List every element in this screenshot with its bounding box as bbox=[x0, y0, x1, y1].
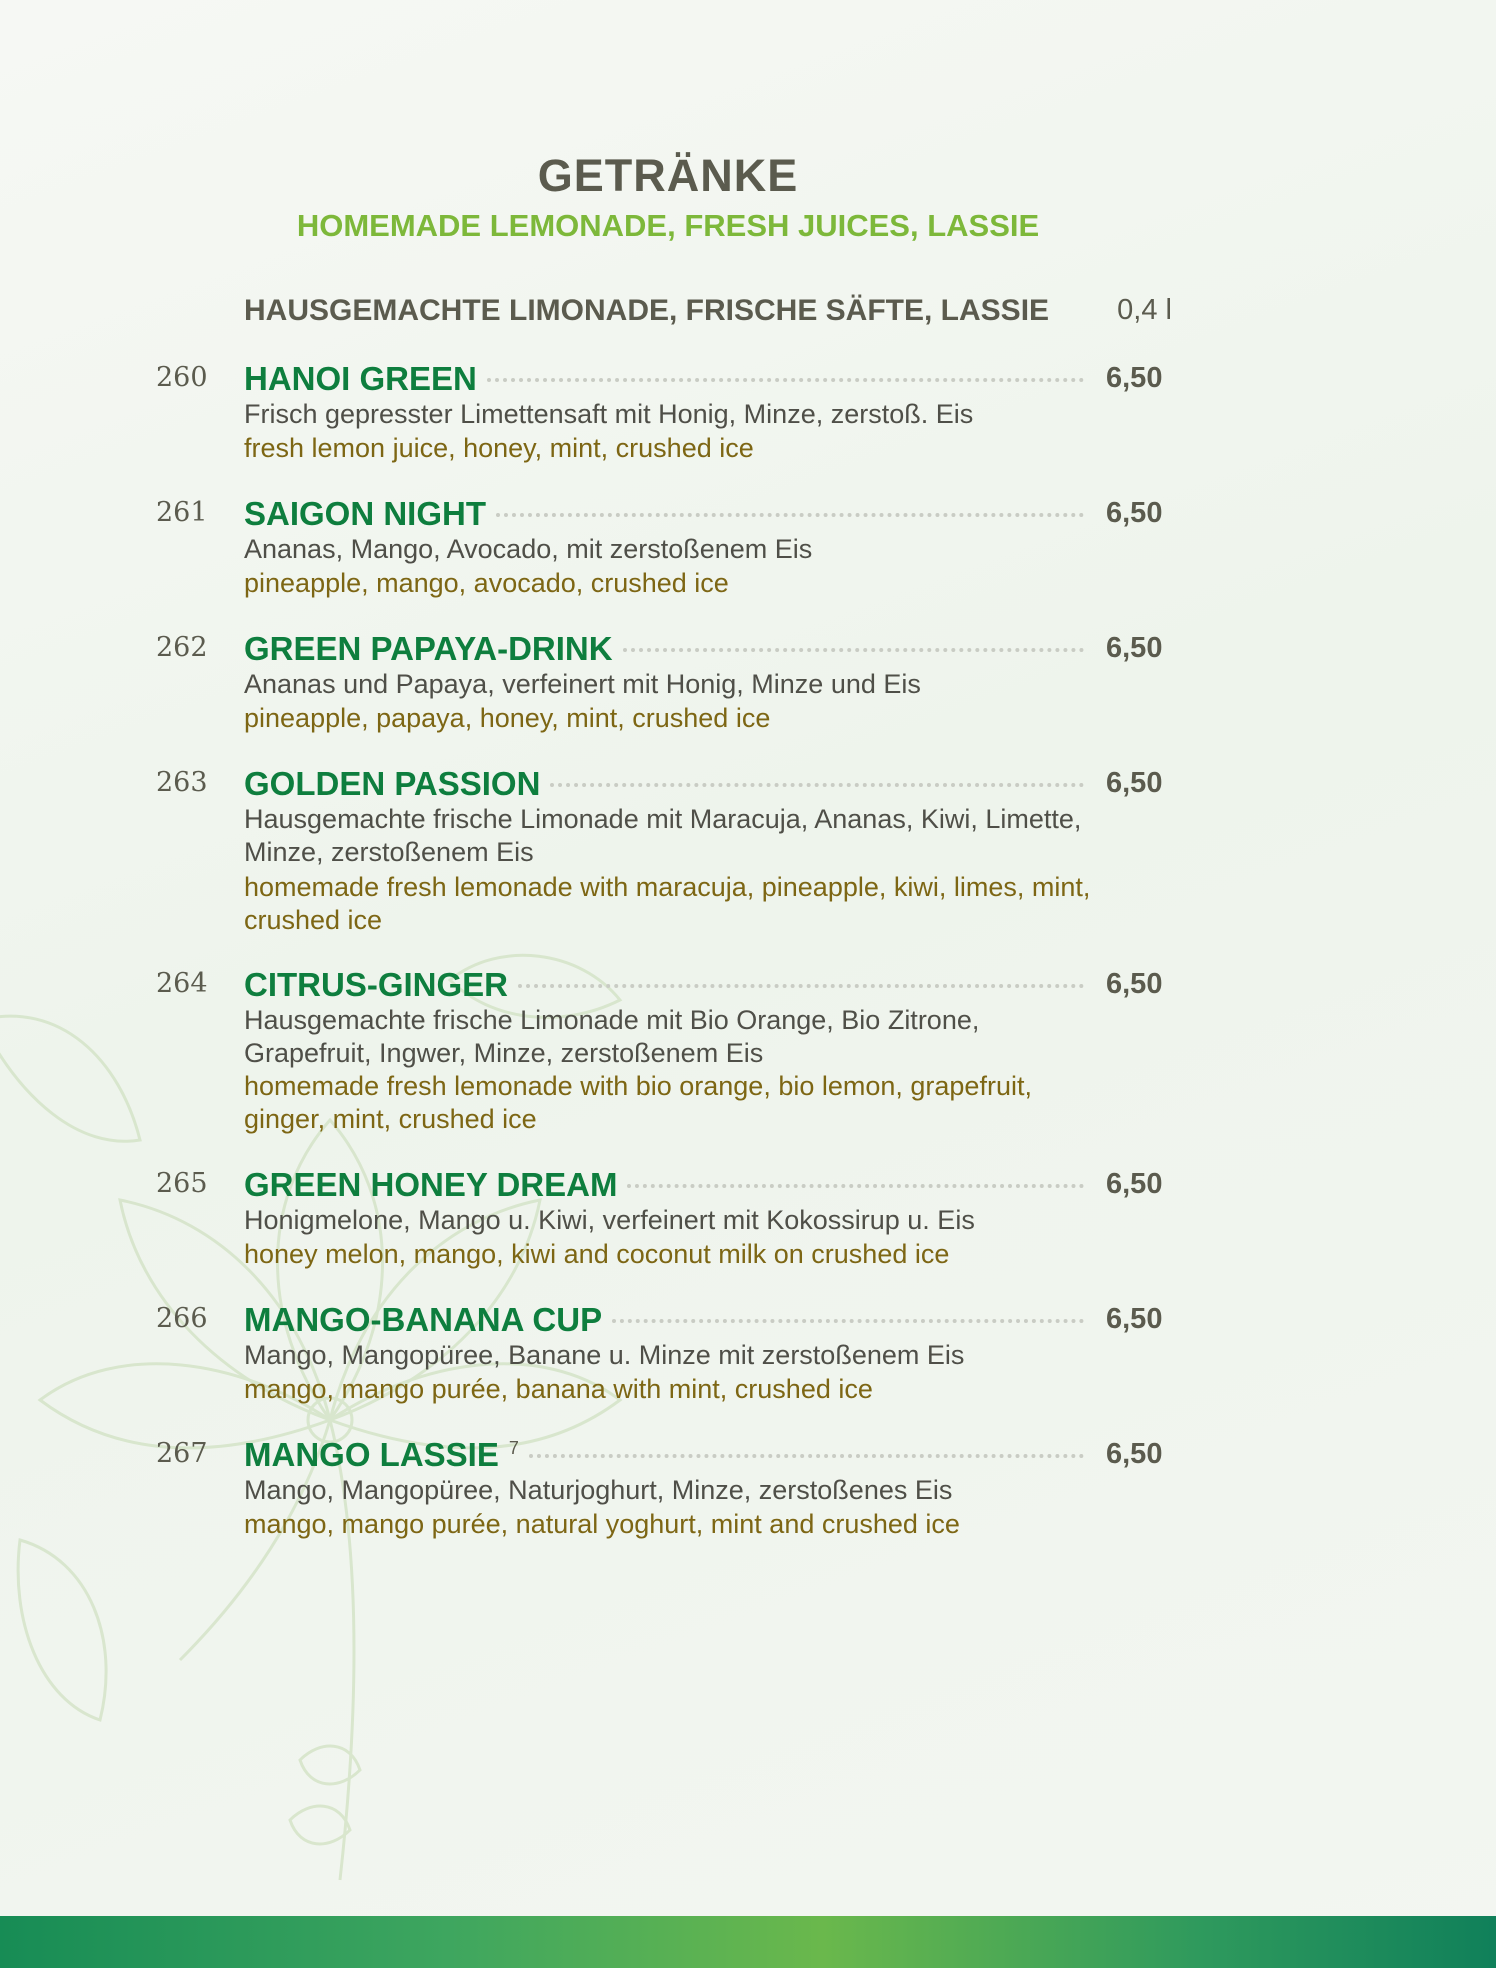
item-name bbox=[244, 1436, 519, 1474]
page-subtitle: HOMEMADE LEMONADE, FRESH JUICES, LASSIE bbox=[296, 208, 1040, 243]
item-number: 267 bbox=[156, 1438, 208, 1469]
item-price: 6,50 bbox=[1106, 1303, 1163, 1335]
item-name: GOLDEN PASSION bbox=[244, 765, 541, 802]
item-description-english: fresh lemon juice, honey, mint, crushed ice bbox=[244, 433, 754, 463]
item-number: 263 bbox=[156, 767, 208, 798]
item-description-english: pineapple, papaya, honey, mint, crushed ice bbox=[244, 703, 771, 733]
item-description-english: mango, mango purée, banana with mint, crushed ice bbox=[244, 1374, 873, 1404]
item-name-row bbox=[244, 495, 1084, 537]
item-name: GREEN PAPAYA-DRINK bbox=[244, 630, 613, 667]
item-name-row bbox=[244, 765, 1084, 807]
item-name-text: MANGO LASSIE bbox=[244, 1436, 499, 1473]
dot-leader bbox=[623, 648, 1084, 652]
item-price: 6,50 bbox=[1106, 632, 1163, 664]
item-description-english: homemade fresh lemonade with bio orange, bio lemon, grapefruit, ginger, mint, crushed ice bbox=[244, 1071, 1032, 1134]
item-description-english: honey melon, mango, kiwi and coconut milk on crushed ice bbox=[244, 1239, 950, 1269]
item-description-german: Hausgemachte frische Limonade mit Maracuja, Ananas, Kiwi, Limette, Minze, zerstoßenem Eis bbox=[244, 804, 1082, 867]
item-description-german: Mango, Mangopüree, Banane u. Minze mit zerstoßenem Eis bbox=[244, 1340, 965, 1370]
item-number: 266 bbox=[156, 1303, 208, 1334]
item-description-english: mango, mango purée, natural yoghurt, mint and crushed ice bbox=[244, 1509, 960, 1539]
dot-leader bbox=[550, 783, 1084, 787]
item-description-german: Frisch gepresster Limettensaft mit Honig, Minze, zerstoß. Eis bbox=[244, 399, 974, 429]
item-description-german: Mango, Mangopüree, Naturjoghurt, Minze, zerstoßenes Eis bbox=[244, 1475, 953, 1505]
item-description-german: Honigmelone, Mango u. Kiwi, verfeinert mit Kokossirup u. Eis bbox=[244, 1205, 975, 1235]
allergen-note: 7 bbox=[508, 1438, 519, 1458]
item-number: 261 bbox=[156, 497, 208, 528]
item-name-row bbox=[244, 966, 1084, 1008]
item-description-german: Hausgemachte frische Limonade mit Bio Orange, Bio Zitrone, Grapefruit, Ingwer, Minze, zerstoßenem Eis bbox=[244, 1005, 980, 1068]
item-name: MANGO-BANANA CUP bbox=[244, 1301, 603, 1338]
section-volume: 0,4 l bbox=[1117, 294, 1172, 326]
section-label: HAUSGEMACHTE LIMONADE, FRISCHE SÄFTE, LASSIE bbox=[244, 294, 1050, 327]
item-description-english: homemade fresh lemonade with maracuja, pineapple, kiwi, limes, mint, crushed ice bbox=[244, 872, 1091, 935]
dot-leader bbox=[612, 1319, 1084, 1323]
item-description-german: Ananas und Papaya, verfeinert mit Honig, Minze und Eis bbox=[244, 669, 921, 699]
item-number: 264 bbox=[156, 968, 208, 999]
item-number: 262 bbox=[156, 632, 208, 663]
item-price: 6,50 bbox=[1106, 1438, 1163, 1470]
dot-leader bbox=[518, 984, 1084, 988]
item-name-row bbox=[244, 1436, 1084, 1478]
item-name-row bbox=[244, 1166, 1084, 1208]
item-price: 6,50 bbox=[1106, 497, 1163, 529]
item-name-row bbox=[244, 360, 1084, 402]
dot-leader bbox=[496, 513, 1084, 517]
item-description-german: Ananas, Mango, Avocado, mit zerstoßenem Eis bbox=[244, 534, 813, 564]
dot-leader bbox=[627, 1184, 1084, 1188]
item-name-row bbox=[244, 630, 1084, 672]
dot-leader bbox=[529, 1454, 1084, 1458]
item-price: 6,50 bbox=[1106, 362, 1163, 394]
dot-leader bbox=[487, 378, 1084, 382]
item-name: HANOI GREEN bbox=[244, 360, 477, 397]
item-price: 6,50 bbox=[1106, 767, 1163, 799]
item-price: 6,50 bbox=[1106, 1168, 1163, 1200]
item-name-row bbox=[244, 1301, 1084, 1343]
item-price: 6,50 bbox=[1106, 968, 1163, 1000]
item-name: GREEN HONEY DREAM bbox=[244, 1166, 618, 1203]
item-name: SAIGON NIGHT bbox=[244, 495, 487, 532]
section-header bbox=[244, 294, 1172, 334]
item-number: 265 bbox=[156, 1168, 208, 1199]
item-number: 260 bbox=[156, 362, 208, 393]
decorative-green-band bbox=[0, 1916, 1496, 1968]
item-name: CITRUS-GINGER bbox=[244, 966, 508, 1003]
page-title: GETRÄNKE bbox=[537, 150, 799, 201]
item-description-english: pineapple, mango, avocado, crushed ice bbox=[244, 568, 729, 598]
